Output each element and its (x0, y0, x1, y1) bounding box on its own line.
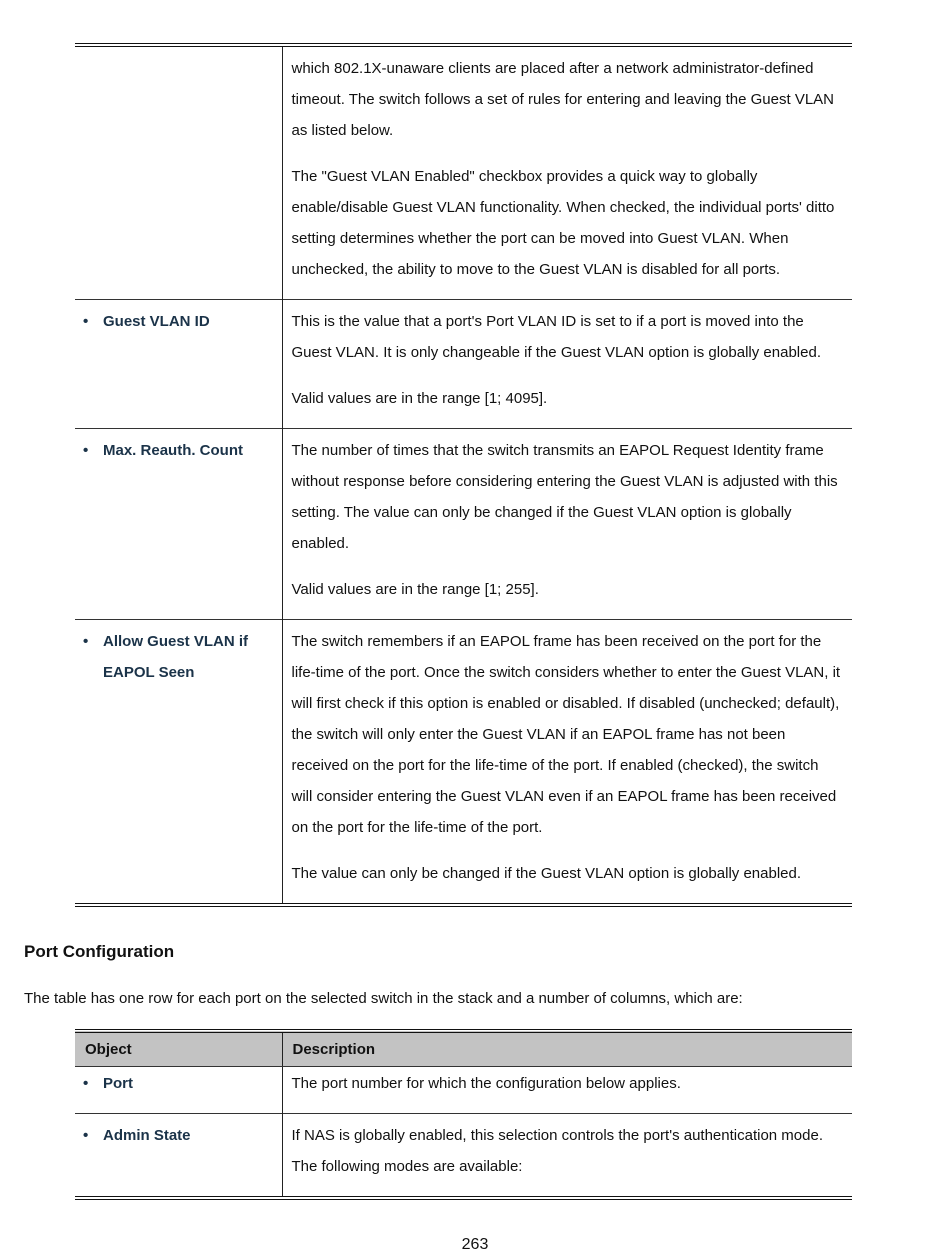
bullet-icon: • (83, 1075, 89, 1092)
object-label: Port (103, 1075, 133, 1092)
guest-vlan-table (75, 43, 852, 907)
description-cell (282, 45, 852, 300)
description-cell (282, 1067, 852, 1114)
object-cell (75, 620, 282, 906)
table-row (75, 300, 852, 429)
description-cell (282, 300, 852, 429)
description-cell (282, 620, 852, 906)
bullet-icon: • (83, 633, 89, 650)
description-paragraph: The port number for which the configuration below applies. (291, 1075, 681, 1092)
bullet-icon: • (83, 442, 89, 459)
description-paragraph: The "Guest VLAN Enabled" checkbox provides a quick way to globally enable/disable Guest VLAN functionality. When checked, the individual ports' ditto setting determines whether the port can be moved into Guest VLAN. When unchecked, the ability to move to the Guest VLAN is disabled for all ports. (291, 168, 835, 278)
object-cell (75, 1114, 282, 1199)
object-cell (75, 45, 282, 300)
object-cell (75, 1067, 282, 1114)
object-label: Allow Guest VLAN if EAPOL Seen (103, 633, 249, 681)
page-number: 263 (461, 1236, 489, 1253)
description-paragraph: Valid values are in the range [1; 4095]. (291, 390, 548, 407)
description-paragraph: Valid values are in the range [1; 255]. (291, 581, 539, 598)
description-cell (282, 429, 852, 620)
object-cell (75, 300, 282, 429)
table-row (75, 45, 852, 300)
bullet-icon: • (83, 1127, 89, 1144)
description-paragraph: The number of times that the switch transmits an EAPOL Request Identity frame without response before considering entering the Guest VLAN is adjusted with this setting. The value can only be changed if the Guest VLAN option is globally enabled. (291, 442, 838, 552)
section-title: Port Configuration (24, 942, 175, 961)
table-row (75, 429, 852, 620)
header-object: Object (75, 1031, 282, 1067)
table-row (75, 1114, 852, 1199)
description-paragraph: which 802.1X-unaware clients are placed after a network administrator-defined timeout. The switch follows a set of rules for entering and leaving the Guest VLAN as listed below. (291, 60, 835, 139)
table-header-row (75, 1031, 852, 1067)
table-row (75, 1067, 852, 1114)
object-label: Guest VLAN ID (103, 313, 210, 330)
object-cell (75, 429, 282, 620)
object-label: Max. Reauth. Count (103, 442, 244, 459)
port-configuration-table (75, 1029, 852, 1200)
description-paragraph: The value can only be changed if the Guest VLAN option is globally enabled. (291, 865, 802, 882)
description-paragraph: The switch remembers if an EAPOL frame has been received on the port for the life-time of the port. Once the switch considers whether to enter the Guest VLAN, it will first check if this option is enabled or disabled. If disabled (unchecked; default), the switch will only enter the Guest VLAN if an EAPOL frame has not been received on the port for the life-time of the port. If enabled (checked), the switch will consider entering the Guest VLAN even if an EAPOL frame has been received on the port for the life-time of the port. (291, 633, 841, 836)
description-paragraph: If NAS is globally enabled, this selection controls the port's authentication mode. The following modes are available: (291, 1127, 823, 1175)
bullet-icon: • (83, 313, 89, 330)
section-intro: The table has one row for each port on the selected switch in the stack and a number of columns, which are: (24, 990, 743, 1007)
description-paragraph: This is the value that a port's Port VLAN ID is set to if a port is moved into the Guest VLAN. It is only changeable if the Guest VLAN option is globally enabled. (291, 313, 821, 361)
object-label: Admin State (103, 1127, 191, 1144)
header-description: Description (282, 1031, 852, 1067)
description-cell (282, 1114, 852, 1199)
table-row (75, 620, 852, 906)
